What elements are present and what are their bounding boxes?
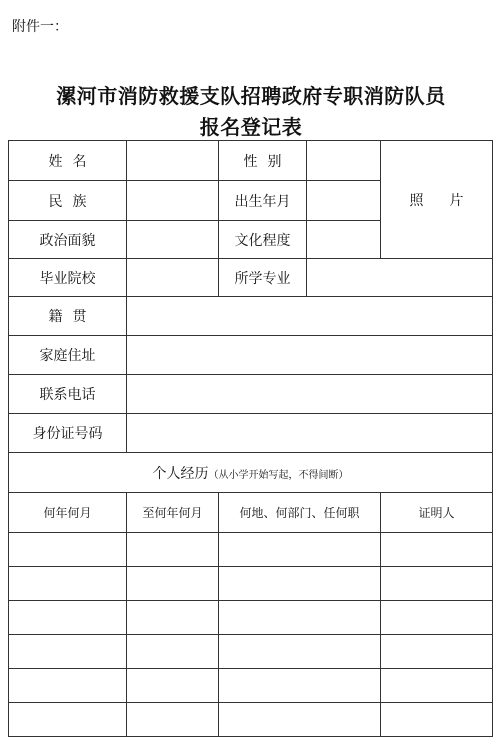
experience-position-cell[interactable] [219,567,381,601]
experience-title: 个人经历 [152,465,209,482]
ethnicity-field[interactable] [127,181,219,221]
id-number-field[interactable] [127,414,493,453]
experience-witness-cell[interactable] [381,601,493,635]
experience-col-start: 何年何月 [9,493,127,533]
experience-end-cell[interactable] [127,533,219,567]
political-status-field[interactable] [127,221,219,259]
experience-col-position: 何地、何部门、任何职 [219,493,381,533]
form-title: 漯河市消防救援支队招聘政府专职消防队员 [56,84,446,108]
ethnicity-label: 民族 [9,181,127,221]
name-label: 姓名 [9,141,127,181]
experience-start-cell[interactable] [9,635,127,669]
major-label: 所学专业 [219,259,307,297]
education-label: 文化程度 [219,221,307,259]
experience-row [9,669,493,703]
experience-end-cell[interactable] [127,601,219,635]
political-status-label: 政治面貌 [9,221,127,259]
experience-col-witness: 证明人 [381,493,493,533]
photo-box: 照片 [381,141,493,259]
experience-col-end: 至何年何月 [127,493,219,533]
experience-position-cell[interactable] [219,601,381,635]
experience-witness-cell[interactable] [381,567,493,601]
native-place-label: 籍贯 [9,297,127,336]
school-field[interactable] [127,259,219,297]
experience-position-cell[interactable] [219,703,381,737]
experience-witness-cell[interactable] [381,635,493,669]
experience-start-cell[interactable] [9,669,127,703]
experience-witness-cell[interactable] [381,703,493,737]
address-field[interactable] [127,336,493,375]
experience-witness-cell[interactable] [381,669,493,703]
phone-field[interactable] [127,375,493,414]
id-number-label: 身份证号码 [9,414,127,453]
experience-section-header [9,453,493,493]
experience-note: （从小学开始写起，不得间断） [208,469,349,481]
registration-form-table [8,140,493,737]
school-label: 毕业院校 [9,259,127,297]
experience-row [9,703,493,737]
experience-row [9,567,493,601]
experience-start-cell[interactable] [9,567,127,601]
address-label: 家庭住址 [9,336,127,375]
experience-row [9,635,493,669]
experience-position-cell[interactable] [219,635,381,669]
birth-field[interactable] [307,181,381,221]
experience-position-cell[interactable] [219,669,381,703]
experience-start-cell[interactable] [9,601,127,635]
phone-label: 联系电话 [9,375,127,414]
gender-label: 性别 [219,141,307,181]
experience-row [9,601,493,635]
attachment-label: 附件一： [12,19,68,35]
experience-witness-cell[interactable] [381,533,493,567]
major-field[interactable] [307,259,493,297]
experience-start-cell[interactable] [9,703,127,737]
experience-end-cell[interactable] [127,567,219,601]
native-place-field[interactable] [127,297,493,336]
gender-field[interactable] [307,141,381,181]
form-subtitle: 报名登记表 [199,115,303,139]
education-field[interactable] [307,221,381,259]
experience-start-cell[interactable] [9,533,127,567]
name-field[interactable] [127,141,219,181]
experience-position-cell[interactable] [219,533,381,567]
experience-row [9,533,493,567]
experience-end-cell[interactable] [127,635,219,669]
experience-end-cell[interactable] [127,703,219,737]
birth-label: 出生年月 [219,181,307,221]
experience-end-cell[interactable] [127,669,219,703]
